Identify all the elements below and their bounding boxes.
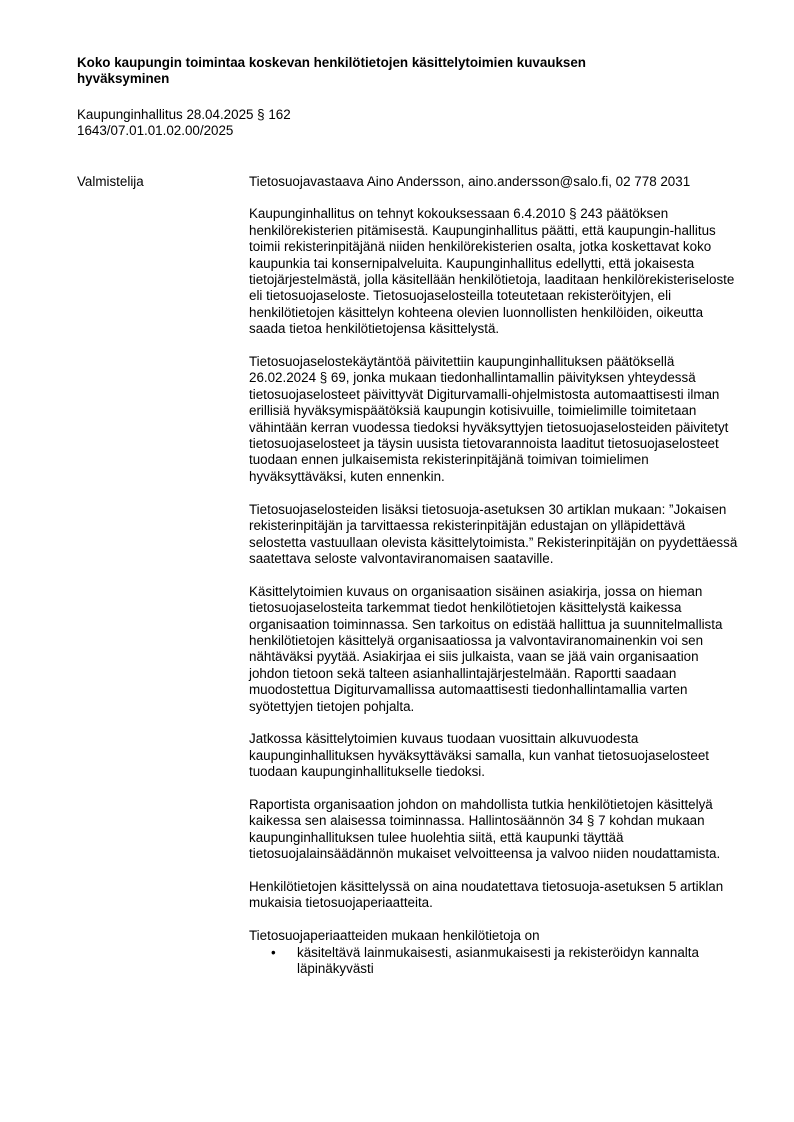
- case-number: 1643/07.01.01.02.00/2025: [77, 123, 234, 139]
- document-title: Koko kaupungin toimintaa koskevan henkilötietojen käsittelytoimien kuvauksen hyväksyminen: [77, 55, 586, 87]
- paragraph: Tietosuojaperiaatteiden mukaan henkilötietoja on: [249, 928, 540, 944]
- meeting-info: [77, 107, 477, 140]
- preparer-info: Tietosuojavastaava Aino Andersson, aino.andersson@salo.fi, 02 778 2031: [249, 174, 691, 189]
- document-body: [249, 174, 739, 978]
- list-item-text: käsiteltävä lainmukaisesti, asianmukaisesti ja rekisteröidyn kannalta läpinäkyvästi: [297, 944, 699, 977]
- paragraph: Jatkossa käsittelytoimien kuvaus tuodaan vuosittain alkuvuodesta kaupunginhallituksen hyväksyttäväksi samalla, kun vanhat tietosuojaselosteet tuodaan kaupunginhallitukselle tiedoksi.: [249, 731, 710, 780]
- list-item: [249, 945, 739, 978]
- paragraph: Tietosuojaselostekäytäntöä päivitettiin kaupunginhallituksen päätöksellä 26.02.2024 § 69, jonka mukaan tiedonhallintamallin päivityksen yhteydessä tietosuojaselosteet päivittyvät Digiturvamalli-ohjelmistosta automaattisesti ilman erillisiä hyväksymispäätöksiä kaupungin kotisivuille, toimielimille toimitetaan vähintään kerran vuodessa tiedoksi hyväksyttyjen tietosuojaselosteiden päivitetyt tietosuojaselosteet ja täysin uusista tietovarannoista laaditut tietosuojaselosteet tuodaan ennen julkaisemista rekisterinpitäjänä toimivan toimielimen hyväksyttäväksi, kuten ennenkin.: [249, 354, 729, 484]
- paragraph: Käsittelytoimien kuvaus on organisaation sisäinen asiakirja, jossa on hieman tietosuojaselosteita tarkemmat tiedot henkilötietojen käsittelystä kaikessa organisaation toiminnassa. Sen tarkoitus on edistää hallittua ja suunnitelmallista henkilötietojen käsittelyä organisaatiossa ja valvontaviranomainenkin voi sen nähtäväksi pyytää. Asiakirjaa ei siis julkaista, vaan se jää vain organisaation johdon tietoon sekä talteen asianhallintajärjestelmään. Raportti saadaan muodostettua Digiturvamallissa automaattisesti tiedonhallintamallia varten syötettyjen tietojen pohjalta.: [249, 583, 723, 714]
- preparer-label: Valmistelija: [77, 174, 144, 189]
- principles-list: [249, 945, 739, 978]
- paragraph: Henkilötietojen käsittelyssä on aina noudatettava tietosuoja-asetuksen 5 artiklan mukaisia tietosuojaperiaatteita.: [249, 878, 724, 911]
- meeting-reference: Kaupunginhallitus 28.04.2025 § 162: [77, 107, 291, 122]
- paragraph: Raportista organisaation johdon on mahdollista tutkia henkilötietojen käsittelyä kaikessa sen alaisessa toiminnassa. Hallintosäännön 34 § 7 kohdan mukaan kaupunginhallituksen tulee huolehtia siitä, että kaupunki täyttää tietosuojalainsäädännön mukaiset velvoitteensa ja valvoo niiden noudattamista.: [249, 796, 721, 862]
- bullet-icon: •: [271, 944, 276, 960]
- paragraph: Kaupunginhallitus on tehnyt kokouksessaan 6.4.2010 § 243 päätöksen henkilörekisterien pitämisestä. Kaupunginhallitus päätti, että kaupungin-hallitus toimii rekisterinpitäjänä niiden henkilörekisterien osalta, jotka koskettavat koko kaupunkia tai konsernipalveluita. Kaupunginhallitus edellytti, että jokaisesta tietojärjestelmästä, jolla käsitellään henkilötietoja, laaditaan henkilörekisteriseloste eli tietosuojaseloste. Tietosuojaselosteilla toteutetaan rekisteröityjen, eli henkilötietojen käsittelyn kohteena olevien luonnollisten henkilöiden, oikeutta saada tietoa henkilötietojensa käsittelystä.: [249, 206, 735, 337]
- paragraph: Tietosuojaselosteiden lisäksi tietosuoja-asetuksen 30 artiklan mukaan: ”Jokaisen rekisterinpitäjän ja tarvittaessa rekisterinpitäjän edustajan on ylläpidettävä selostetta vastuullaan olevista käsittelytoimista.” Rekisterinpitäjän on pyydettäessä saatettava seloste valvontaviranomaisen saataville.: [249, 501, 738, 566]
